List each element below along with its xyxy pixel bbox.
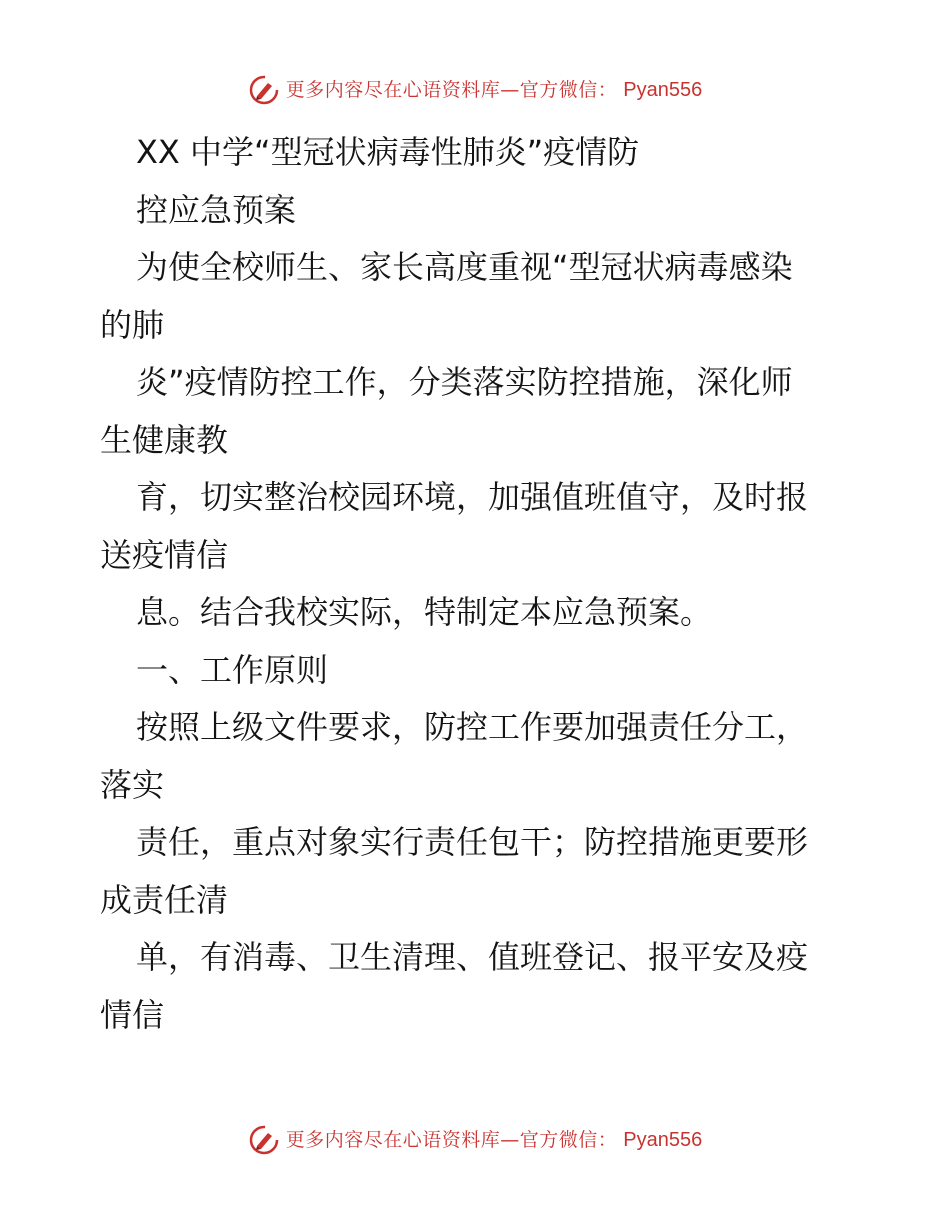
text-line: 情信 (100, 995, 165, 1034)
text-line: 为使全校师生、家长高度重视“型冠状病毒感染 (136, 248, 793, 286)
text-line: 息。结合我校实际，特制定本应急预案。 (136, 593, 713, 631)
text-line: 送疫情信 (100, 535, 229, 574)
text-line: 落实 (100, 765, 165, 804)
text-line: 单，有消毒、卫生清理、值班登记、报平安及疫 (136, 938, 809, 976)
text-line: 控应急预案 (136, 190, 297, 229)
watermark-text: 更多内容尽在心语资料库—官方微信： (285, 1128, 618, 1151)
text-line: 责任，重点对象实行责任包干；防控措施更要形 (136, 823, 809, 861)
watermark-handle: Pyan556 (623, 1129, 703, 1151)
text-line: XX 中学“型冠状病毒性肺炎”疫情防 (136, 133, 640, 171)
brand-logo-icon (248, 1124, 280, 1156)
watermark-text: 更多内容尽在心语资料库—官方微信： (285, 78, 618, 101)
text-line: 炎”疫情防控工作，分类落实防控措施，深化师 (136, 363, 793, 401)
watermark-banner (248, 74, 702, 106)
text-line: 育，切实整治校园环境，加强值班值守，及时报 (136, 478, 809, 516)
brand-logo-icon (248, 74, 280, 106)
text-line: 生健康教 (100, 420, 229, 459)
text-line: 一、工作原则 (136, 650, 329, 689)
header-watermark (0, 70, 950, 110)
footer-watermark (0, 1120, 950, 1160)
text-line: 成责任清 (100, 880, 229, 919)
text-line: 的肺 (100, 305, 165, 344)
text-line: 按照上级文件要求，防控工作要加强责任分工， (136, 708, 809, 746)
document-body (100, 124, 860, 1044)
watermark-handle: Pyan556 (623, 79, 703, 101)
watermark-banner (248, 1124, 702, 1156)
